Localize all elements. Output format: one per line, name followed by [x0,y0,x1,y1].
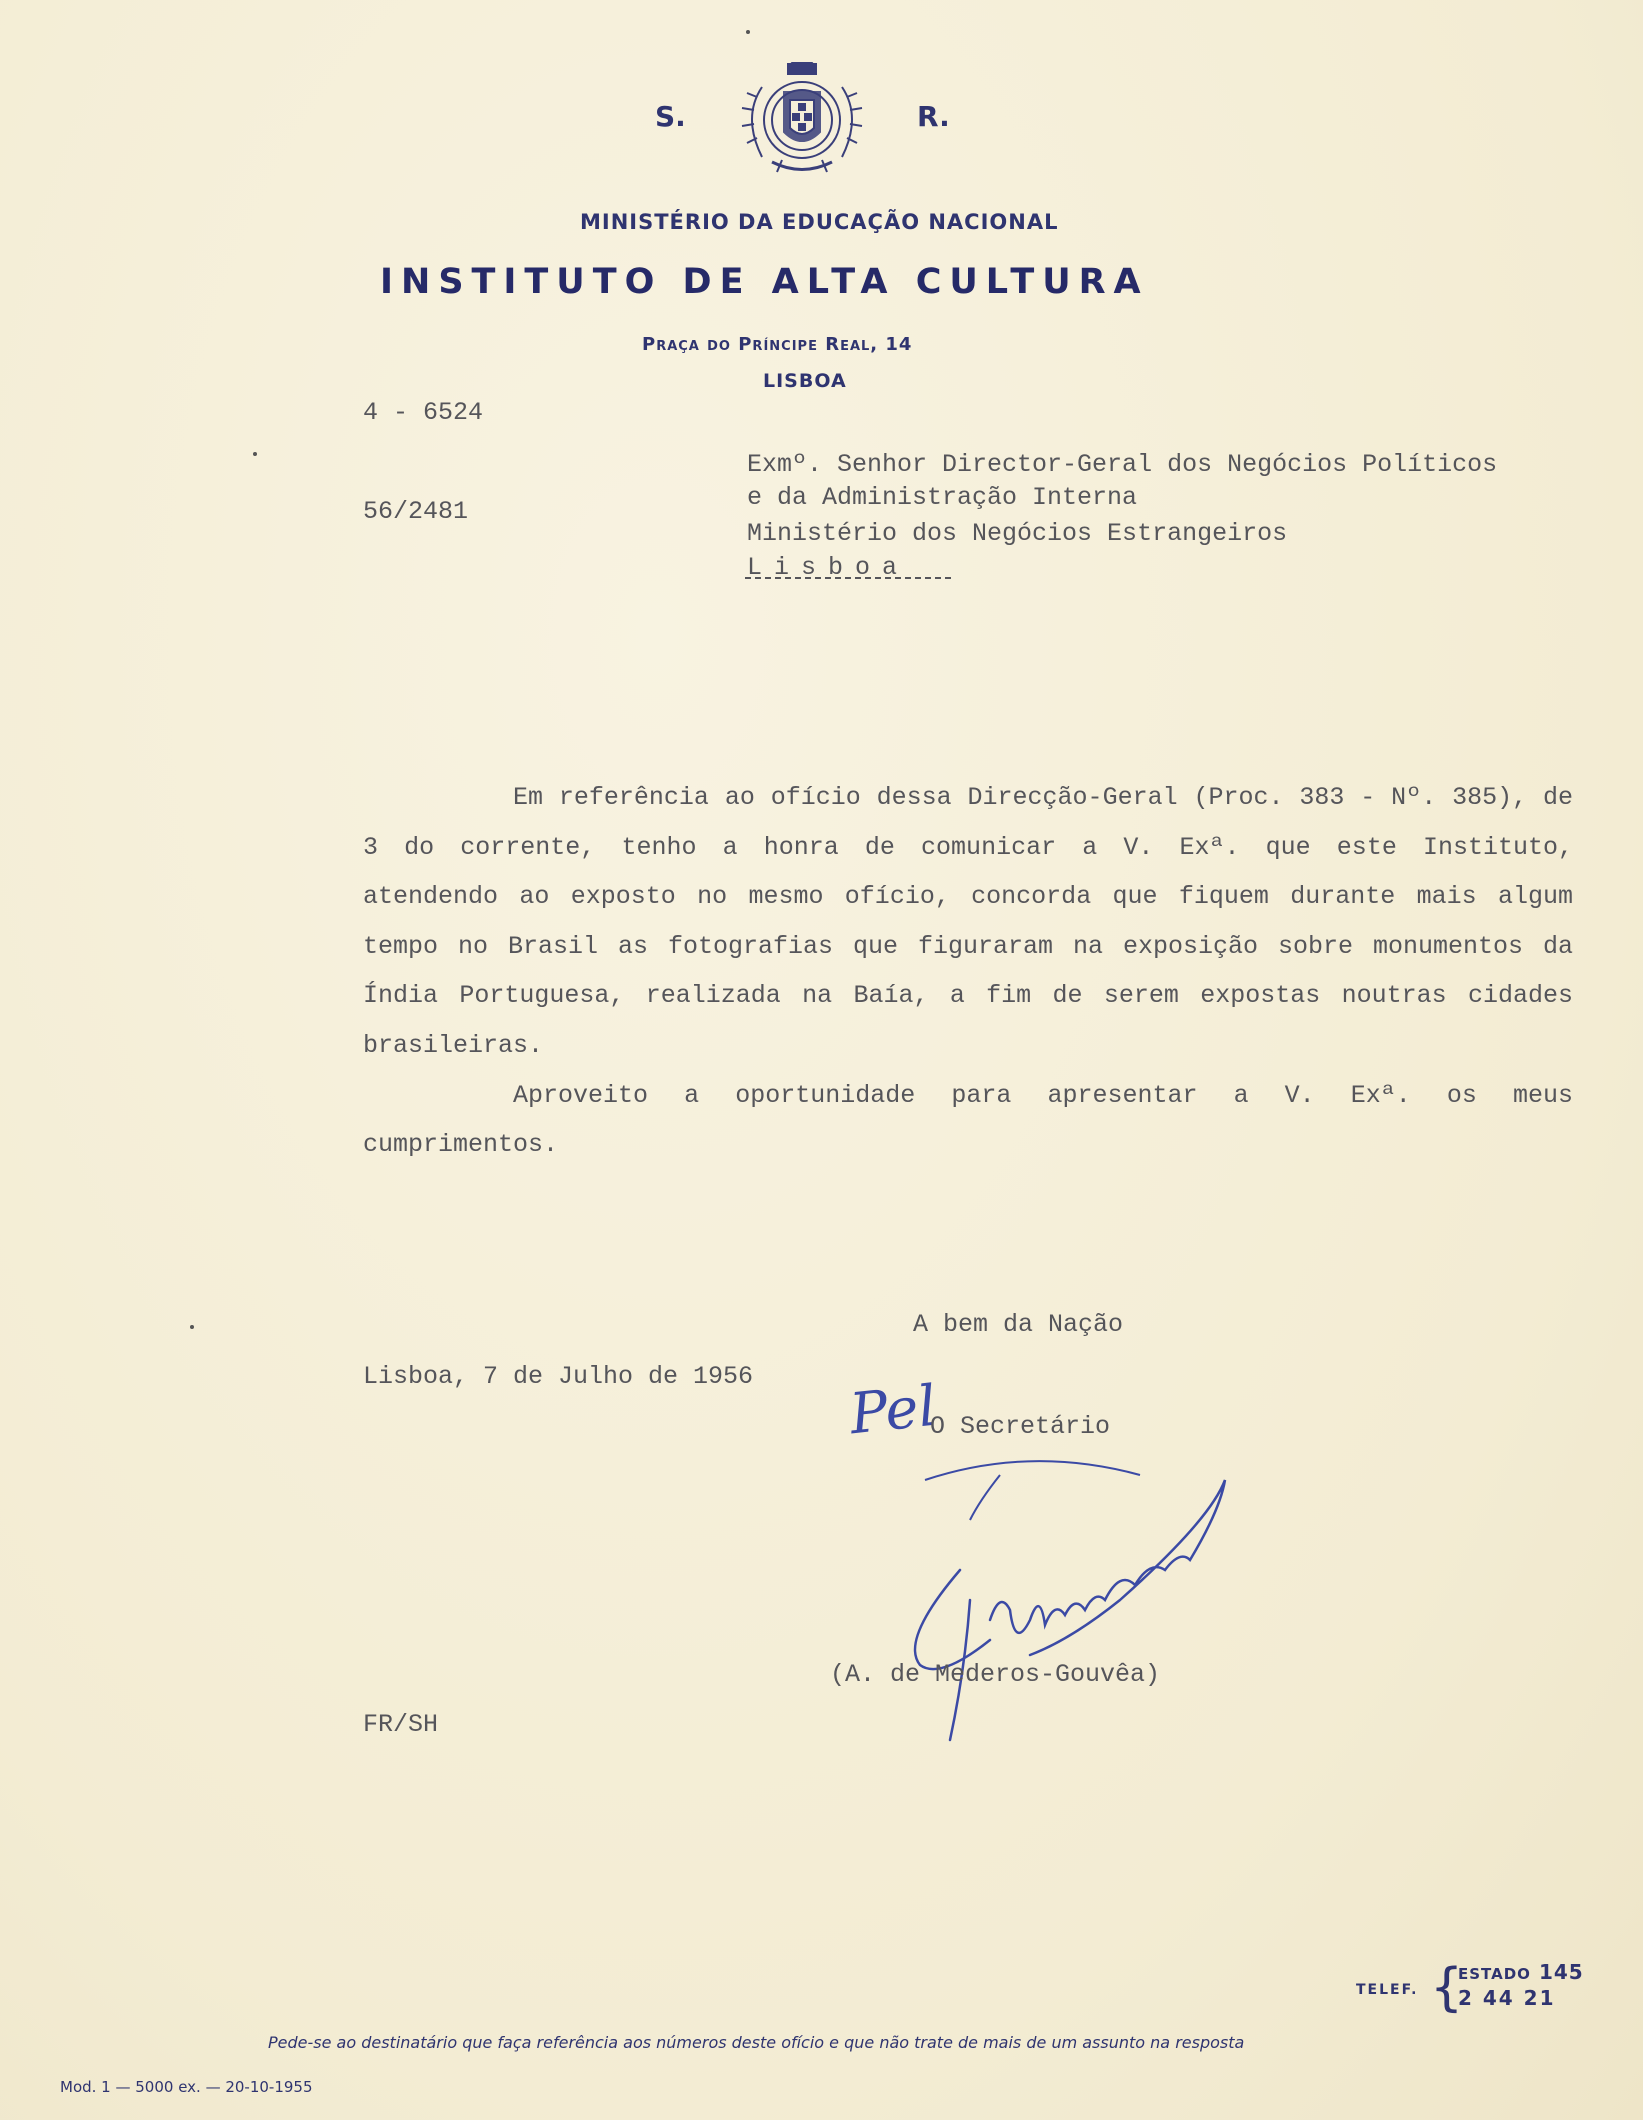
estado-number: 145 [1538,1960,1584,1984]
coat-of-arms-icon [722,62,882,177]
pel-handwritten: Pel [846,1373,940,1448]
estado-label: ESTADO [1458,1965,1531,1983]
ministry-name: MINISTÉRIO DA EDUCAÇÃO NACIONAL [580,210,1059,234]
recipient-line-3: Ministério dos Negócios Estrangeiros [747,519,1288,548]
telephone-label: TELEF. [1356,1982,1419,1998]
letterhead-s: S. [655,100,686,133]
paper-speck [253,452,257,456]
form-model-number: Mod. 1 — 5000 ex. — 20-10-1955 [60,2078,313,2096]
institute-address: Praça do Príncipe Real, 14 [642,334,913,355]
brace-symbol: { [1430,1958,1464,2018]
signer-name: (A. de Mederos-Gouvêa) [830,1660,1161,1689]
phone-number: 2 44 21 [1458,1986,1556,2010]
reference-number-2: 56/2481 [363,497,469,526]
body-paragraph-1: Em referência ao ofício dessa Direcção-Geral (Proc. 383 - Nº. 385), de 3 do corrente, tenho a honra de comunicar a V. Exª. que este Instituto, atendendo ao exposto no mesmo ofício, concorda que fiquem durante mais algum tempo no Brasil as fotografias que figuraram na exposição sobre monumentos da Índia Portuguesa, realizada na Baía, a fim de serem expostas noutras cidades brasileiras. [363,783,1573,1060]
recipient-line-2: e da Administração Interna [747,483,1138,512]
footer-note: Pede-se ao destinatário que faça referência aos números deste ofício e que não trate de mais de um assunto na resposta [268,2033,1245,2052]
recipient-underline [745,577,951,579]
handwritten-signature-icon [880,1450,1240,1750]
paper-speck [190,1325,194,1329]
reference-number-1: 4 - 6524 [363,398,484,427]
recipient-line-1: Exmº. Senhor Director-Geral dos Negócios Políticos [747,450,1498,479]
signer-title: O Secretário [930,1412,1111,1441]
closing-salutation: A bem da Nação [913,1310,1124,1339]
letter-body [363,773,1573,1170]
institute-name: INSTITUTO DE ALTA CULTURA [380,262,1149,302]
paper-speck [746,30,750,34]
recipient-line-4: Lisboa [747,553,910,582]
estado-line [1458,1960,1584,1984]
body-paragraph-2: Aproveito a oportunidade para apresentar a V. Exª. os meus cumprimentos. [363,1080,1573,1160]
typist-initials: FR/SH [363,1710,439,1739]
letter-date: Lisboa, 7 de Julho de 1956 [363,1362,754,1391]
institute-city: LISBOA [763,370,847,392]
letterhead-r: R. [917,100,950,133]
